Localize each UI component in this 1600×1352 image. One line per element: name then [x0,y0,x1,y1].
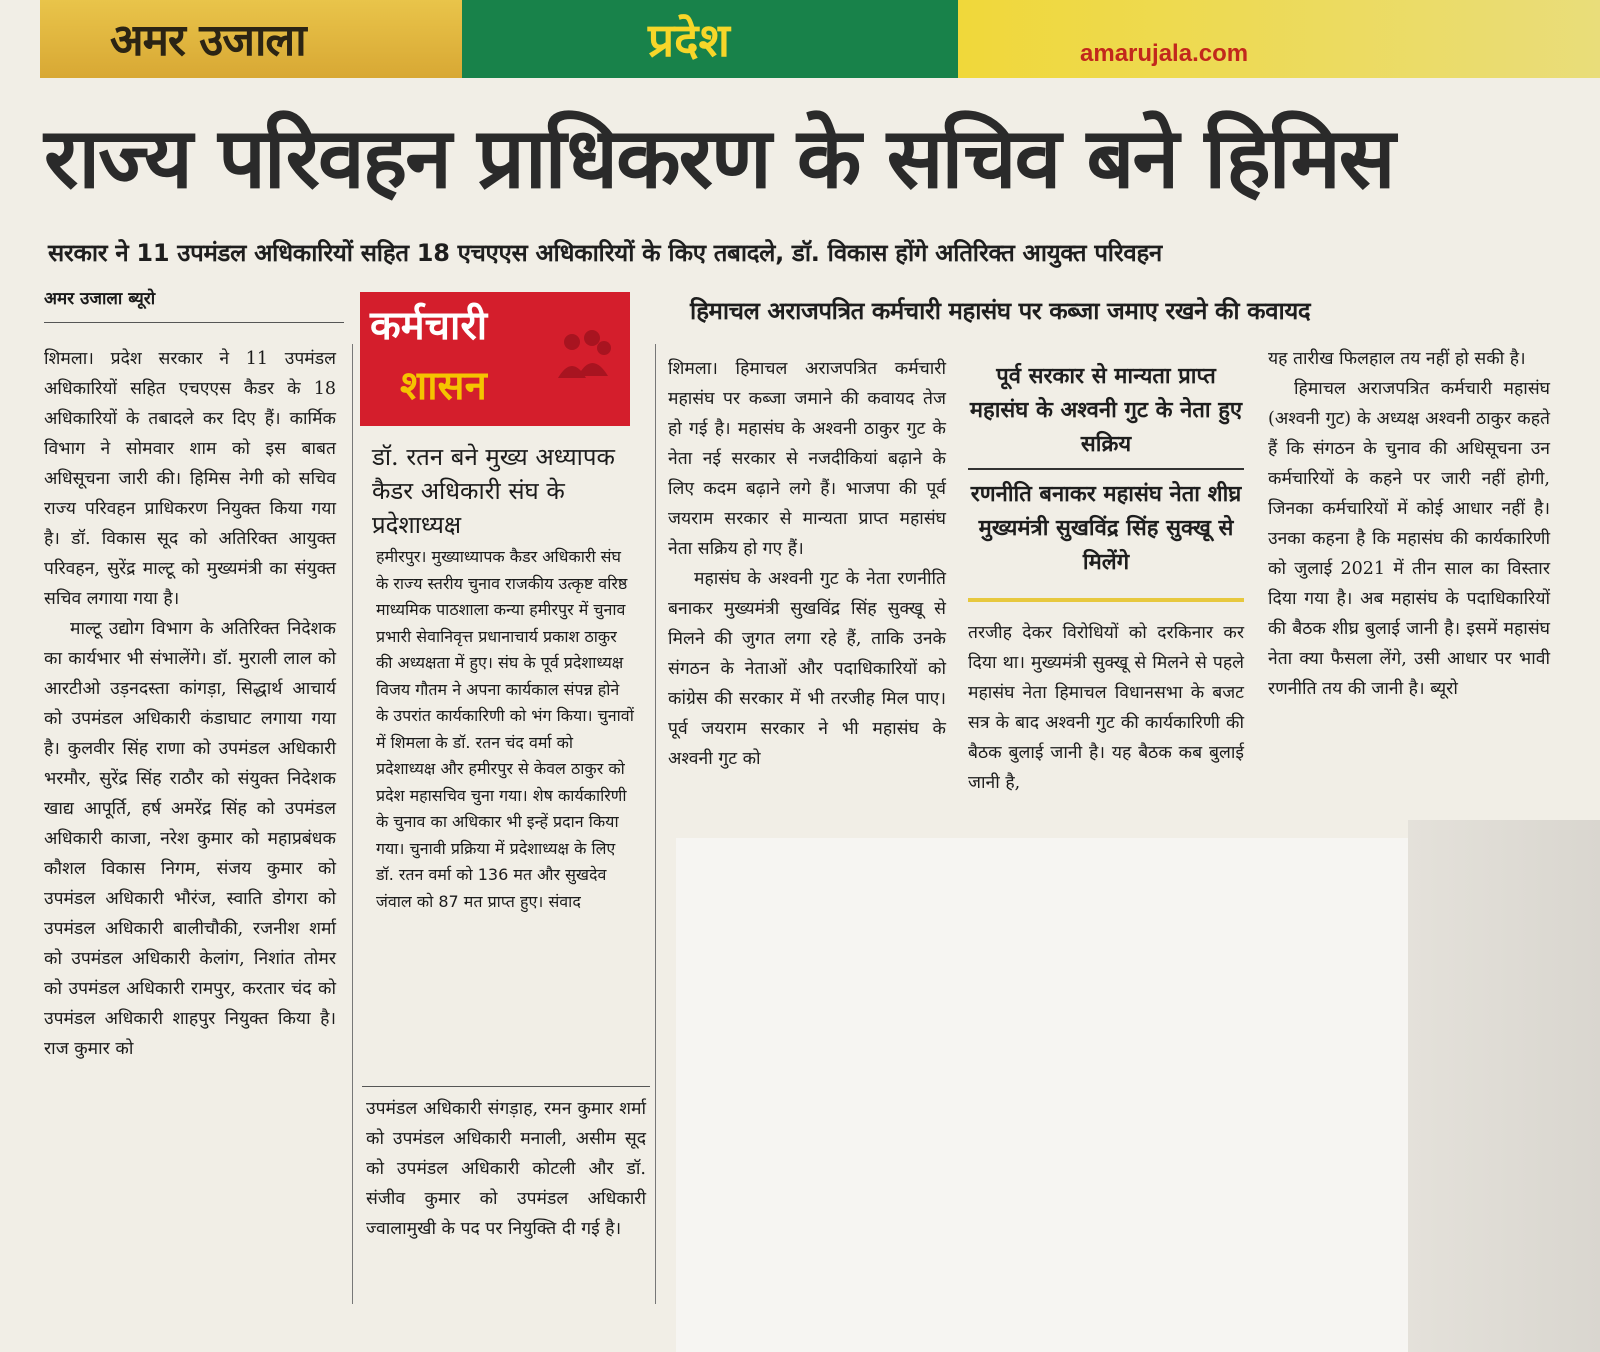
story1-paragraph-1: शिमला। प्रदेश सरकार ने 11 उपमंडल अधिकारियों सहित एचएएस कैडर के 18 अधिकारियों के तबादले कर दिए हैं। कार्मिक विभाग ने सोमवार शाम को इस बाबत अधिसूचना जारी की। हिमिस नेगी को सचिव राज्य परिवहन प्राधिकरण नियुक्त किया गया है। डॉ. विकास सूद को अतिरिक्त आयुक्त परिवहन, सुरेंद्र माल्टू को मुख्यमंत्री का संयुक्त सचिव लगाया गया है। [44,349,336,609]
masthead-brand-panel [40,0,462,78]
blank-paper-area [676,838,1408,1352]
story2-column-2: तरजीह देकर विरोधियों को दरकिनार कर दिया था। मुख्यमंत्री सुक्खू से मिलने से पहले महासंघ नेता हिमाचल विधानसभा के बजट सत्र के बाद अश्वनी गुट की कार्यकारिणी की बैठक बुलाई जानी है। यह बैठक कब बुलाई जानी है, [968,623,1244,793]
badge-label-2: शासन [400,363,487,409]
karmachari-title: डॉ. रतन बने मुख्य अध्यापक कैडर अधिकारी संघ के प्रदेशाध्यक्ष [372,443,615,539]
karmachari-shasan-badge [360,292,630,426]
people-icon [552,326,616,386]
byline: अमर उजाला ब्यूरो [44,289,156,309]
sub-headline: सरकार ने 11 उपमंडल अधिकारियों सहित 18 एचएएस अधिकारियों के किए तबादले, डॉ. विकास होंगे अतिरिक्त आयुक्त परिवहन [48,239,1162,267]
story2-paragraph-4: हिमाचल अराजपत्रित कर्मचारी महासंघ (अश्वनी गुट) के अध्यक्ष अश्वनी ठाकुर कहते हैं कि संगठन के चुनाव की अधिसूचना उन कर्मचारियों के कहने पर जारी नहीं होगी, जिनका कर्मचारियों में कोई आधार नहीं है। उनका कहना है कि महासंघ की कार्यकारिणी को जुलाई 2021 में तीन साल का विस्तार दिया गया है। अब महासंघ के पदाधिकारियों की बैठक शीघ्र बुलाई जानी है। इसमें महासंघ नेता क्या फैसला लेंगे, उसी आधार पर भावी रणनीति तय की जानी है। ब्यूरो [1268,379,1550,699]
divider [968,598,1244,602]
pull-quote-1: पूर्व सरकार से मान्यता प्राप्त महासंघ के अश्वनी गुट के नेता हुए सक्रिय [969,364,1243,457]
divider [362,1086,650,1087]
paper-edge [1408,820,1600,1352]
main-headline: राज्य परिवहन प्राधिकरण के सचिव बने हिमिस [44,109,1394,207]
badge-label-1: कर्मचारी [370,303,488,349]
section-name: प्रदेश [648,13,730,67]
masthead-section-panel [462,0,958,78]
story2-headline: हिमाचल अराजपत्रित कर्मचारी महासंघ पर कब्जा जमाए रखने की कवायद [690,297,1311,325]
story2-paragraph-2: महासंघ के अश्वनी गुट के नेता रणनीति बनाकर मुख्यमंत्री सुखविंद्र सिंह सुक्खू से मिलने की जुगत लगा रहे हैं, ताकि उनके संगठन के नेताओं और पदाधिकारियों को कांग्रेस की सरकार में भी तरजीह मिल पाए। पूर्व जयराम सरकार ने भी महासंघ के अश्वनी गुट को [668,569,946,769]
website-url: amarujala.com [1080,40,1249,67]
divider [968,468,1244,470]
column-divider [352,344,353,1304]
story1-continued: उपमंडल अधिकारी संगड़ाह, रमन कुमार शर्मा को उपमंडल अधिकारी मनाली, असीम सूद को उपमंडल अधिकारी कोटली और डॉ. संजीव कुमार को उपमंडल अधिकारी ज्वालामुखी के पद पर नियुक्ति दी गई है। [366,1099,646,1239]
story2-paragraph-3: यह तारीख फिलहाल तय नहीं हो सकी है। [1268,349,1526,369]
karmachari-body: हमीरपुर। मुख्याध्यापक कैडर अधिकारी संघ के राज्य स्तरीय चुनाव राजकीय उत्कृष्ट वरिष्ठ माध्यमिक पाठशाला कन्या हमीरपुर में चुनाव प्रभारी सेवानिवृत्त प्रधानाचार्य प्रकाश ठाकुर की अध्यक्षता में हुए। संघ के पूर्व प्रदेशाध्यक्ष विजय गौतम ने अपना कार्यकाल संपन्न होने के उपरांत कार्यकारिणी को भंग किया। चुनावों में शिमला के डॉ. रतन चंद वर्मा को प्रदेशाध्यक्ष और हमीरपुर से केवल ठाकुर को प्रदेश महासचिव चुना गया। शेष कार्यकारिणी के चुनाव का अधिकार भी इन्हें प्रदान किया गया। चुनावी प्रक्रिया में प्रदेशाध्यक्ष के लिए डॉ. रतन वर्मा को 136 मत और सुखदेव जंवाल को 87 मत प्राप्त हुए। संवाद [376,547,634,911]
story2-paragraph-1: शिमला। हिमाचल अराजपत्रित कर्मचारी महासंघ पर कब्जा जमाने की कवायद तेज हो गई है। महासंघ के अश्वनी ठाकुर गुट के नेता नई सरकार से नजदीकियां बढ़ाने के लिए कदम बढ़ाने लगे हैं। भाजपा की पूर्व जयराम सरकार से मान्यता प्राप्त महासंघ नेता सक्रिय हो गए हैं। [668,359,946,559]
story1-paragraph-2: माल्टू उद्योग विभाग के अतिरिक्त निदेशक का कार्यभार भी संभालेंगे। डॉ. मुराली लाल को आरटीओ उड़नदस्ता कांगड़ा, सिद्धार्थ आचार्य को उपमंडल अधिकारी कंडाघाट लगाया गया है। कुलवीर सिंह राणा को उपमंडल अधिकारी भरमौर, सुरेंद्र सिंह राठौर को संयुक्त निदेशक खाद्य आपूर्ति, हर्ष अमरेंद्र सिंह को उपमंडल अधिकारी काजा, नरेश कुमार को महाप्रबंधक कौशल विकास निगम, संजय कुमार को उपमंडल अधिकारी भौरंज, स्वाति डोगरा को उपमंडल अधिकारी बालीचौकी, रजनीश शर्मा को उपमंडल अधिकारी केलांग, निशांत तोमर को उपमंडल अधिकारी रामपुर, करतार चंद को उपमंडल अधिकारी शाहपुर नियुक्त किया है। राज कुमार को [44,619,336,1059]
divider [44,322,344,323]
story2-column-3 [1268,344,1550,704]
column-divider [655,344,656,1304]
masthead [40,0,1600,78]
pull-quote [968,360,1244,602]
newspaper-logo: अमर उजाला [110,15,306,66]
pull-quote-2: रणनीति बनाकर महासंघ नेता शीघ्र मुख्यमंत्री सुखविंद्र सिंह सुक्खू से मिलेंगे [970,482,1242,575]
story1-column [44,344,336,1064]
masthead-site-panel [958,0,1600,78]
story2-column-1 [668,354,946,774]
